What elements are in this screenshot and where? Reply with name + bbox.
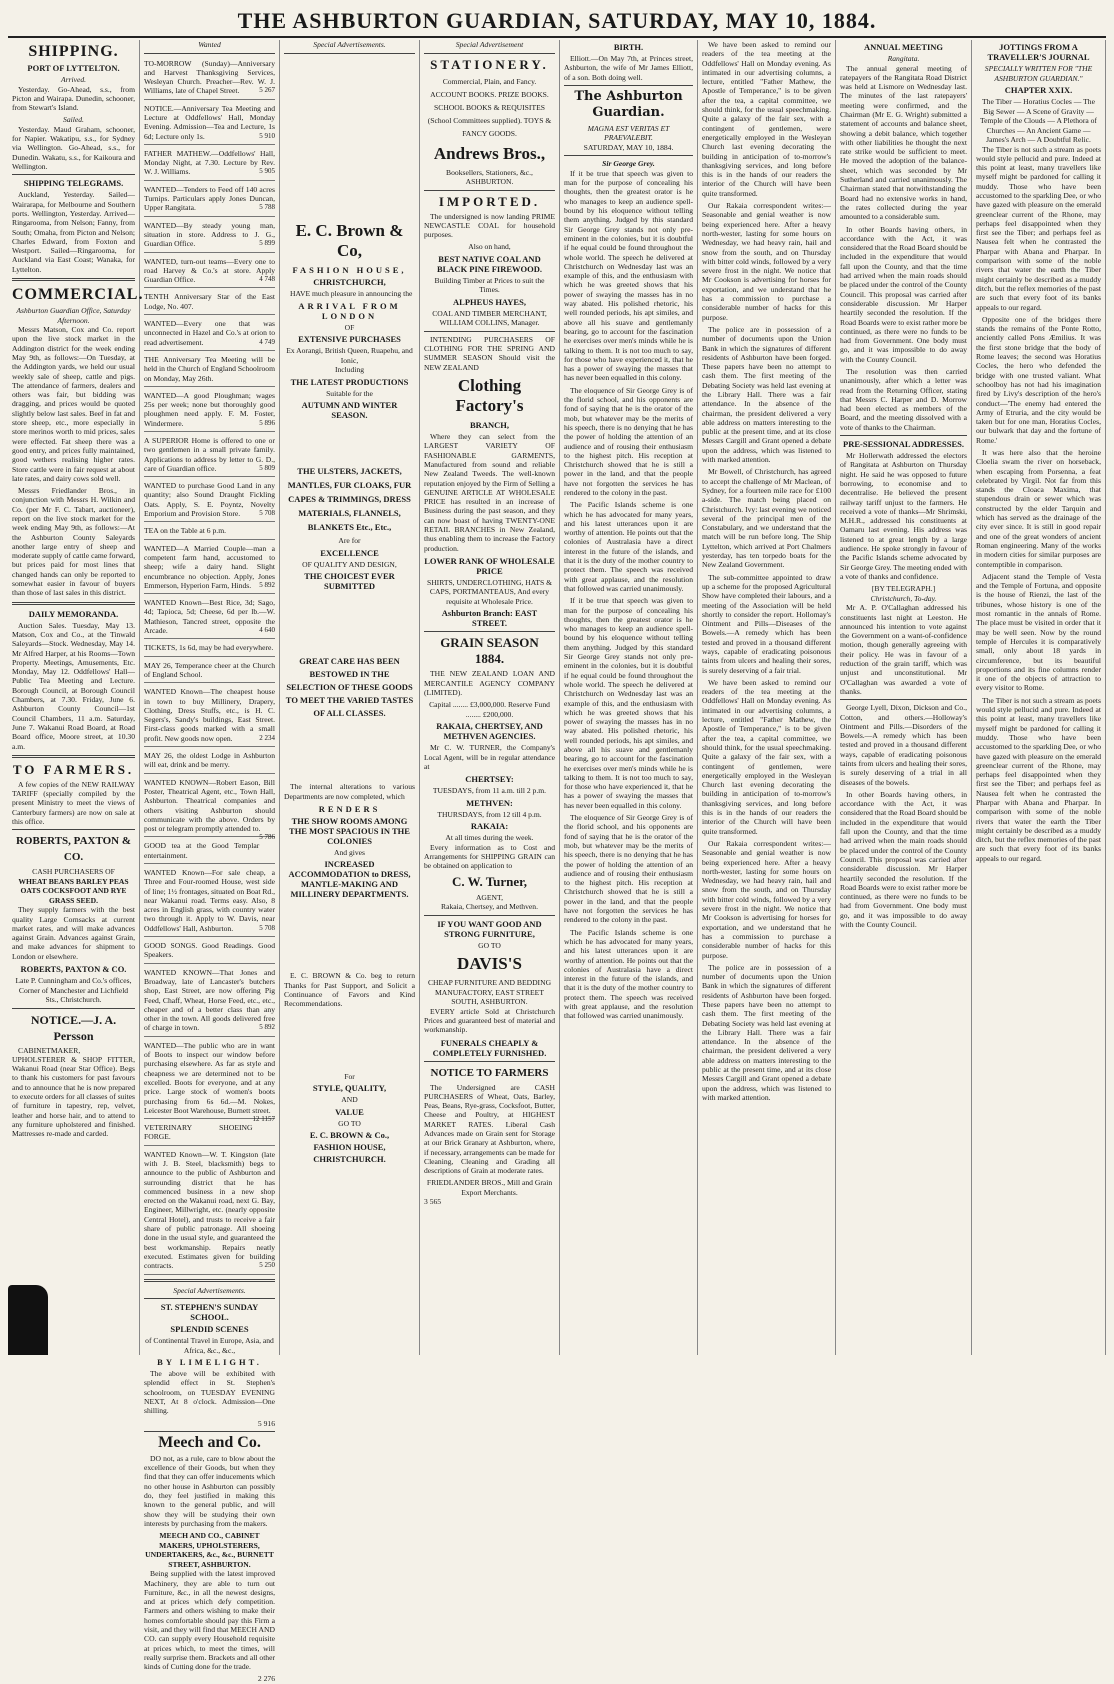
fashion-house: FASHION HOUSE, [292, 264, 407, 275]
wanted-ad [144, 434, 275, 477]
grain-every: Every information as to Cost and Arrangements for SHIPPING GRAIN can be obtained on application to [424, 842, 555, 871]
jottings-body-3: It was here also that the heroine Cloelia swam the river on horseback, when escaping from Porsenna, a feat celebrated by Virgil. Not far from this stands the Cloaca Maxima, that stupendous drain or sewer which was constructed by the elder Tarquin and which has served as the drainage of the city ever since. It is still in good repair and one of the great wonders of ancient Roman engineering. Many of the works in modern cities for similar purposes are contemptible in comparison. [976, 448, 1101, 569]
wanted-ad-text: WANTED—The public who are in want of Boots to inspect our window before purchasing elsewhere. As far as style and cheapness we are determined not to be excelled. Boots for everyone, and at any price. Large stock of women's boots purchasing from 6s 6d.—M. Nokes, Leicester Boot Warehouse, Burnett street. [144, 1040, 275, 1115]
wanted-ad-number: 12 1157 [252, 1115, 275, 1124]
wanted-ad-number: 4 748 [259, 275, 275, 284]
hayes-sub: COAL AND TIMBER MERCHANT, WILLIAM COLLINS, Manager. [432, 308, 547, 328]
guardian-title: The Ashburton Guardian. [574, 88, 683, 120]
wanted-ad [144, 641, 275, 656]
wanted-ad-text: WANTED Known—For sale cheap, a Three and Four-roomed House, west side of line; 1½ frontages, situated on Boat Rd., near Wakanui road. Terms easy. Also, 8 acres in English grass, with country water two through it. Apply to W. Davis, near Oddfellows' Hall, Ashburton. [144, 867, 275, 933]
wanted-ad-text: WANTED—Tenders to Feed off 140 acres Turnips. Particulars apply Jones Duncan, Upper Rangitata. [144, 184, 275, 213]
grain-methven: METHVEN: [466, 797, 513, 808]
presessional-body: Mr Hollerwath addressed the electors of Rangitata at Ashburton on Thursday night. He said he was opposed to future borrowing, to economise and to decentralise. He believed the present railway tariff unjust to the farmers. He received a vote of thanks—Mr Shrimski, M.H.R., addressed his constituents at Oamaru last evening. His address was listened to at great length by a large audience. He spoke strongly in favour of the Pacific Islands scheme advocated by Sir George Grey. The meeting ended with a vote of thanks and confidence. [840, 451, 967, 581]
annual-body: The annual general meeting of ratepayers of the Rangitata Road District was held at Lismore on Wednesday last. The minutes of the last ratepayers' meeting were confirmed, and the Chairman (Mr E. G. Wright) submitted a statement of accounts and balance sheet, showing a debit balance, which together with other liabilities he thought the next rate strike would be sufficient to meet. He moved the adoption of the balance-sheet, which was seconded by Mr Sutherland and carried unanimously. The Chairman stated that notwithstanding the Board had no extensive works in hand, the rates collected during the year amounted to a considerable sum. [840, 63, 967, 222]
wanted-ad-text: NOTICE.—Anniversary Tea Meeting and Lecture at Oddfellows' Hall, Monday Evening. Admission—Tea and Lecture, 1s 6d; Lecture only 1s. [144, 103, 275, 141]
news-body-8: The police are in possession of a number of documents upon the Union Bank in which the signatures of different residents of Ashburton have been forged. These papers have been no attempt to cash them. The first meeting of the Debating Society was held last evening at the Library Hall. There was a fair attendance. In the absence of the chairman, the president delivered a very able address on matters interesting to the public at the present time, and at its close Messrs Cargill and Grant opened a debate upon the address, which was listened to with marked attention. [702, 962, 831, 1102]
wanted-ad-text: WANTED—A good Ploughman; wages 25s per week; none but thoroughly good ploughmen need apply. F. M. Foster, Windermere. [144, 390, 275, 428]
brown-ex: Ex Aorangi, British Queen, Ruapehu, and Ionic, [286, 346, 413, 365]
grain-methven-time: THURSDAYS, from 12 till 4 p.m. [437, 809, 542, 819]
column-editorial [560, 40, 698, 1355]
wanted-ad-text: TICKETS, 1s 6d, may be had everywhere. [144, 643, 274, 653]
wanted-ad [144, 685, 275, 747]
editorial-heading: Sir George Grey. [602, 159, 655, 169]
grain-capital: Capital ........ £3,000,000. Reserve Fund ........ £200,000. [429, 700, 550, 719]
stationery-lines: Commercial, Plain, and Fancy. ACCOUNT BOOKS. PRIZE BOOKS. SCHOOL BOOKS & REQUISITES (School Committees supplied). TOYS & FANCY GOODS. [427, 76, 552, 138]
clothing-address: Ashburton Branch: EAST STREET. [441, 608, 538, 629]
clothing-intending: INTENDING PURCHASERS OF CLOTHING FOR THE SPRING AND SUMMER SEASON Should visit the NEW ZEALAND [424, 334, 555, 372]
wanted-ad-text: WANTED Known—W. T. Kingston (late with J. B. Steel, blacksmith) begs to announce to the public of Ashburton and surrounding district that he has commenced business in a new shop erected on the Wakanui road, next G. Bay, Engineer, Millwright, etc. (nearly opposite Central Hotel), and trusts to receive a fair share of public patronage. All shoeing done in the usual style, and guaranteed the best workmanship. Repairs neatly executed. Estimates given for building contracts. [144, 1149, 275, 1271]
imported-also: Also on hand, [468, 242, 511, 252]
jottings-sub: SPECIALLY WRITTEN FOR "THE ASHBURTON GUARDIAN." [984, 64, 1093, 83]
commercial-text-2: Messrs Friedlander Bros., in conjunction with Messrs H. Wilkin and Co. (per Mr F. C. Tabart, auctioneer), report on the live stock market for the week ending May 9th, as follows:—At the Ashburton County Saleyards another large entry of sheep and moderate supply of cattle came forward, but prices paid for most lines that changed hands can only be reported to somewhat easier in favour of buyers than those of last sales in this district. [12, 486, 135, 598]
meech-text-2: Being supplied with the latest improved Machinery, they are able to turn out Furniture, &c., in all the newest designs, and at prices which defy competition. Farmers and others wishing to make their homes comfortable should pay this Firm a visit, and they will find that MEECH AND CO. can supply every Household requisite at prices which, to meet the times, will really surprise them. Brackets and all other kinds of Cutting done for the trade. [144, 1569, 275, 1672]
wanted-ad-text: WANTED, turn-out teams—Every one to road Harvey & Co.'s at store. Apply Guardian Office. [144, 256, 275, 285]
wanted-ad-text: TEA on the Table at 6 p.m. [144, 526, 226, 536]
editorial-body-4: If it be true that speech was given to man for the purpose of concealing his thoughts, then the greatest orator is he who manages to keep an audience spell-bound by his eloquence without telling them anything. Judged by this standard Sir George Grey stands not only pre-eminent in the colonies, but it is doubtful if he equal could be found throughout the whole world. The speech he delivered at Christchurch on Wednesday last was an example of this, and the enthusiasm with which he was greeted shows that his power of swaying the masses has in no way abated. His polished rhetoric, his well rounded periods, his apt similes, and above all his suave and gentlemanly bearing, go to account for the fascination he exercises over men's minds while he is talking to them. It is not too much to say, for those who have experienced it, that he has a power of swaying the masses that has never been equalled in this colony. [564, 596, 693, 810]
column-annual-meeting [836, 40, 972, 1355]
wanted-ad [144, 776, 275, 842]
editorial-body-5: The eloquence of Sir George Grey is of the florid school, and his opponents are fond of saying that he is the orator of the mob, but whatever may be the merits of his speech, there is no denying that he has the power of holding the attention of an audience and of rousing their enthusiasm to the highest pitch. His reception at Christchurch showed that he is still a power in the land, and that the people have not forgotten the services he has rendered to the colony in the past. [564, 813, 693, 925]
telegraph-body: Mr A. P. O'Callaghan addressed his constituents last night at Leeston. He announced his intention to vote against the Government on a want-of-confidence motion, though generally agreeing with their policy. He was in favour of a reduction of the grain tariff, which was unjust and unconstitutional. Mr O'Callaghan was awarded a vote of thanks. [840, 603, 967, 696]
wanted-ad-text: WANTED—By steady young man, situation in store. Address to J. G., Guardian Office. [144, 220, 275, 249]
stationery-heading: STATIONERY. [430, 56, 549, 72]
news-body-7: Our Rakaia correspondent writes:—Seasonable and genial weather is now being experienced here. After a heavy north-wester, lasting for some hours on Wednesday, we had heavy rain, hail and snow from the south, and on Thursday with bitter cold winds, followed by a very severe frost in the night. We notice that Mr Cookson is advertising for horses for exportation, and we understand that he has a commission to purchase a considerable number of hacks for this purpose. [702, 838, 831, 960]
wanted-ad [144, 596, 275, 639]
roberts-text: They supply farmers with the best quality Large Cornsacks at current market rates, and will make advances against Grain. Advances against Grain, and make advances for shipment to London or elsewhere. [12, 905, 135, 961]
grain-turner-name: C. W. Turner, [451, 873, 528, 889]
wanted-ad [144, 1121, 275, 1146]
clothing-shirts: SHIRTS, UNDERCLOTHING, HATS & CAPS, PORTMANTEAUS, And every requisite at Wholesale Price. [426, 577, 553, 606]
wanted-ad-text: THE Anniversary Tea Meeting will be held in the Church of England Schoolroom on Monday, May 26th. [144, 354, 275, 383]
brown-value: VALUE [335, 1106, 364, 1117]
special-ads-heading: Special Advertisements. [173, 1285, 246, 1295]
meech-heading: Meech and Co. [158, 1433, 261, 1451]
port-heading: PORT OF LYTTELTON. [27, 63, 120, 73]
wanted-ad-text: MAY 26, Temperance cheer at the Church of England School. [144, 660, 275, 679]
birth-heading: BIRTH. [613, 42, 644, 52]
brown-name-2: E. C. BROWN & Co., [309, 1130, 390, 1141]
special-ads-heading-3: Special Advertisements. [313, 40, 386, 49]
persson-heading: NOTICE.—J. A. Persson [30, 1012, 117, 1043]
roberts-sign: ROBERTS, PAXTON & CO. [20, 964, 127, 975]
wanted-ad-text: WANTED to purchase Good Land in any quantity; also Sound Draught Fickling Oats. Apply, S. E. Poyntz, Novelty Emporium and Provision Store. [144, 481, 275, 519]
wanted-ad [144, 317, 275, 351]
wanted-ad-number: 5 809 [259, 463, 275, 472]
brown-thanks: E. C. BROWN & Co. beg to return Thanks for Past Support, and Solicit a Continuance of Favors and Kind Recommendations. [284, 971, 415, 1009]
stephens-scenes: SPLENDID SCENES [170, 1324, 249, 1335]
wanted-ad-number: 5 910 [259, 131, 275, 140]
news-body-2: Our Rakaia correspondent writes:—Seasonable and genial weather is now being experienced here. After a heavy north-wester, lasting for some hours on Wednesday, we had heavy rain, hail and snow from the south, and on Thursday with bitter cold winds, followed by a very severe frost in the night. We notice that Mr Cookson is advertising for horses for exportation, and we understand that he has a commission to purchase a considerable number of hacks for this purpose. [702, 201, 831, 322]
brown-suitable: Suitable for the [326, 388, 373, 398]
hayes-name: ALPHEUS HAYES, [453, 296, 526, 307]
wanted-ad-number: 5 708 [259, 923, 275, 932]
jottings-body-5: The Tiber is not such a stream as poets would style pellucid and pure. Indeed at this point at least, many travellers like myself might be pardoned for calling it muddy. Those who have been accustomed to the sparkling Dee, or who have gazed with pleasure on the emerald greenclear current of the Rhone, may perhaps feel disappointed when they first see the Tiber; and perhaps feel as Nausea felt when he contrasted the Pharpar with Abana and Pharpar. In comparison with some of the noble rivers that water the earth the Tiber might certainly be described as a muddy ditch, but the reflex memories of the past are such that every foot of its banks appeals to our regard. [976, 695, 1101, 863]
farmers-heading: TO FARMERS. [12, 761, 135, 777]
wanted-ad [144, 966, 275, 1037]
wanted-ad [144, 479, 275, 522]
brown-city-2: CHRISTCHURCH. [313, 1154, 386, 1165]
wanted-ad-text: GOOD tea at the Good Templar entertainment. [144, 841, 260, 860]
brown-gives: And gives [333, 847, 365, 857]
brown-excellence: EXCELLENCE [320, 547, 379, 558]
brown-items: THE ULSTERS, JACKETS, MANTLES, FUR CLOAKS, FUR CAPES & TRIMMINGS, DRESS MATERIALS, FLANNELS, BLANKETS Etc., Etc., [287, 466, 412, 533]
brown-have: HAVE much pleasure in announcing the [290, 288, 413, 298]
special-ads-heading-4: Special Advertisement [455, 40, 524, 49]
column-brown [280, 40, 420, 1355]
grain-rakaia-time: At all times during the week. [445, 833, 534, 843]
column-wanted [140, 40, 280, 1684]
brown-arrival: ARRIVAL FROM LONDON [298, 300, 401, 321]
wanted-ad [144, 353, 275, 387]
brown-renders: RENDERS [318, 803, 381, 814]
clothing-lower: LOWER RANK OF WHOLESALE PRICE [424, 555, 555, 576]
imported-heading: IMPORTED. [438, 193, 541, 209]
wanted-ad-text: WANTED KNOWN—Robert Eason, Bill Poster, Theatrical Agent, etc., Town Hall, Ashburton. Theatrical companies and others visiting Ashburton should communicate with the above. Orders by post or telegram promptly attended to. [144, 777, 275, 834]
brown-quality: OF QUALITY AND DESIGN, [302, 559, 397, 569]
wanted-ad [144, 57, 275, 100]
jottings-body-2: Opposite one of the bridges there stands the remains of the Ponte Rotto, anciently called Pons Æmilius. It was the first stone bridge that the body of Rome leaves; the second was Horatius Cocles, the hero who defended the bridge with one trusted valiant. What schoolboy has not had his imagination fired by Livy's description of the hero's conduct—'The enemy had entered the Army of Etruria, and the city would be taken but for one man, Horatius Cocles, our bulwark that day and the fortune of Rome.' [976, 314, 1101, 445]
notice-farmers-sign: FRIEDLANDER BROS., Mill and Grain Export Merchants. [426, 1178, 553, 1197]
clothing-branch: BRANCH, [470, 420, 509, 431]
davis-goto: GO TO [478, 940, 501, 950]
arrived-text: Yesterday. Go-Ahead, s.s., from Picton and Wairapa. Dunedin, schooner, from Stewart's Island. [12, 84, 135, 113]
brown-goto: GO TO [338, 1118, 361, 1128]
wanted-ad-number: 4 749 [259, 337, 275, 346]
brown-latest: THE LATEST PRODUCTIONS [290, 376, 409, 387]
andrews-heading: Andrews Bros., [433, 143, 546, 163]
news-body-5: The sub-committee appointed to draw up a scheme for the proposed Agricultural Show have completed their labours, and a meeting of the Association will be held shortly to consider the report. Hollomay's Ointment and Pills—Diseases of the Bowels.—A remedy which has been tested and proved in a thousand different ways, capable of eradicating poisonous taints from ulcers and healing their sores, is surely deserving of a fair trial. [702, 572, 831, 675]
telegraph-place: Christchurch, To-day. [870, 593, 937, 603]
clothing-heading: Clothing Factory's [455, 376, 524, 416]
brown-season: AUTUMN AND WINTER SEASON. [301, 400, 398, 421]
arrived-heading: Arrived. [60, 75, 87, 84]
telegraph-heading: [BY TELEGRAPH.] [871, 584, 936, 594]
davis-name: DAVIS'S [457, 954, 522, 974]
jottings-body-4: Adjacent stand the Temple of Vesta and the Temple of Fortuna, and opposite is the house of Rienzi, the last of the tribunes, whose history is one of the most romantic in the annals of Rome. The place must be visited in order that it may be well seen. Now by the round temple of Hercules it is comparatively small, only about 18 yards in circumference, but its beautiful proportions and its fine columns render it one of the objects of attraction to every visitor to Rome. [976, 571, 1101, 693]
wanted-ad [144, 147, 275, 181]
davis-every: EVERY article Sold at Christchurch Prices and guaranteed best of material and workmanship. [424, 1006, 555, 1035]
sailed-heading: Sailed. [63, 115, 84, 125]
meech-name: MEECH AND CO., CABINET MAKERS, UPHOLSTERERS, UNDERTAKERS, &c., &c., BURNETT STREET, ASHBURTON. [145, 1531, 274, 1569]
davis-if: IF YOU WANT GOOD AND STRONG FURNITURE, [437, 918, 542, 939]
brown-style: STYLE, QUALITY, [312, 1083, 387, 1094]
masthead: THE ASHBURTON GUARDIAN, SATURDAY, MAY 10, 1884. [8, 6, 1106, 38]
brown-name: E. C. Brown & Co, [295, 220, 404, 260]
guardian-date: SATURDAY, MAY 10, 1884. [583, 142, 674, 152]
wanted-ad [144, 749, 275, 774]
wanted-ad-number: 5 896 [259, 418, 275, 427]
meech-number: 2 276 [257, 1674, 275, 1684]
wanted-ad-text: WANTED Known—The cheapest house in town to buy Millinery, Drapery, Clothing, Dress Stuffs, etc., is H. C. Segers's, Sandy's buildings, East Street. First-class goods marked with a small profit. New goods now open. [144, 687, 275, 743]
wanted-ad [144, 389, 275, 432]
brown-choicest: THE CHOICEST EVER SUBMITTED [304, 571, 395, 592]
davis-text: CHEAP FURNITURE AND BEDDING MANUFACTORY, EAST STREET SOUTH, ASHBURTON. [427, 978, 552, 1007]
column-shipping [8, 40, 144, 1355]
grain-agent-address: Rakaia, Chertsey, and Methven. [441, 902, 538, 912]
roberts-cash: CASH PURCHASERS OF [32, 867, 115, 877]
wanted-ad [144, 524, 275, 539]
brown-of: OF [344, 322, 355, 332]
brown-city: CHRISTCHURCH, [313, 276, 386, 287]
annual-body-3: The resolution was then carried unanimously, after which a letter was read from the Returning Officer, stating that Messrs C. Harper and D. Morrow had been elected as members of the Board, and the meeting dissolved with a vote of thanks to the Chairman. [840, 367, 967, 432]
wanted-ad [144, 659, 275, 684]
stephens-text: of Continental Travel in Europe, Asia, and Africa, &c., &c., [145, 1336, 274, 1355]
wanted-ad [144, 1039, 275, 1124]
meech-text: DO not, as a rule, care to blow about the excellence of their Goods, but when they find that they can offer inducements which no other house in Ashburton can possibly do, they feel justified in making this known to the general public, and will show they will be studying their own interests by purchasing from the makers. [144, 1453, 275, 1528]
grain-text: THE NEW ZEALAND LOAN AND MERCANTILE AGENCY COMPANY (LIMITED). [424, 669, 555, 698]
notice-farmers-text: The Undersigned are CASH PURCHASERS of Wheat, Oats, Barley, Peas, Beans, Rye-grass, Cocksfoot, Butter, Cheese and Poultry, at HIGHEST MARKET RATES. Liberal Cash Advances made on Grain sent for Storage at our Brick Granary at Ashburton, where, if necessary, arrangements can be made for Cleaning, Cleaning and Grading all descriptions of Grain at moderate rates. [424, 1082, 555, 1176]
annual-body-2: In other Boards having others, in accordance with the Act, it was considered that the Road Board should be included in the expenditure that would fall upon the County, and that the time had arrived when the main roads should be placed under the control of the County Council. This proposal was carried after considerable discussion. Mr Harper heartily seconded the resolution. If the Road Boards were to exist rather more be continued, as there were no funds to be had from Government. One body must go, and it was impossible to do away with the County Council. [840, 224, 967, 364]
wanted-ad [144, 183, 275, 217]
brown-for: For [344, 1071, 355, 1081]
stephens-number: 5 916 [257, 1418, 275, 1428]
wanted-ad-text: WANTED Known—Best Rice, 3d; Sago, 4d; Tapioca, 5d; Cheese, 6d per lb.—W. Mathieson, Tancred street, opposite the Arcade. [144, 598, 275, 636]
wanted-ads [144, 57, 275, 1275]
guardian-motto: MAGNA EST VERITAS ET PRAEVALEBIT. [587, 123, 670, 143]
column-news [698, 40, 836, 1355]
brown-show: THE SHOW ROOMS AMONG THE MOST SPACIOUS IN THE COLONIES [289, 815, 410, 846]
grain-turner: Mr C. W. TURNER, the Company's Local Agent, will be in regular attendance at [424, 743, 555, 771]
editorial-body-6: The Pacific Islands scheme is one which he has advocated for many years, and his latest utterances upon it are worthy of attention. He points out that the colonies of Australasia have a direct interest in the future of the islands, and that it is the duty of the mother country to protect them. The speech was received with great applause, and the resolution that followed was carried unanimously. [564, 927, 693, 1021]
davis-funerals: FUNERALS CHEAPLY & COMPLETELY FURNISHED. [432, 1037, 547, 1058]
wanted-ad-text: A SUPERIOR Home is offered to one or two gentlemen in a small private family. Applications to address by letter to G. D., care of Guardian office. [144, 436, 275, 473]
column-jottings [972, 40, 1106, 1355]
wanted-ad-text: TENTH Anniversary Star of the East Lodge, No. 407. [144, 292, 275, 311]
wanted-ad-number: 5 905 [259, 167, 275, 176]
telegrams-heading: SHIPPING TELEGRAMS. [23, 178, 124, 189]
commercial-text: Messrs Matson, Cox and Co. report upon the live stock market in the Addington district for the week ending May 9th, as follows:—On Tuesday, at the Addington yards, we held our usual weekly sale of sheep, cattle and pigs. The attendance of farmers, dealers and others was fair, but bidding was dragging, and prices would be quoted slightly below last sales. Beef in fat and store sheep, etc., more especially in store merinos worth to mid prices, sales were effected. Fat sheep there was a good entry, and prices fully maintained, good wethers realising higher rates. Store cattle were in fair request at about late rates, and dairy cows sold well. [12, 325, 135, 483]
telegrams-text: Auckland, Yesterday. Sailed—Wairarapa, for Melbourne and Southern ports. Wellington, Yesterday. Arrived—Ringarooma, from Nelson; Fanny, from South; Omaha, from Picton and Nelson; Charles Edward, from Foxton and Westport. Sailed—Ringarooma, for Auckland via East Coast; Wanaka, for Lyttelton. [12, 190, 135, 274]
wanted-ad [144, 939, 275, 964]
wanted-ad [144, 290, 275, 315]
grain-chertsey-time: TUESDAYS, from 11 a.m. till 2 p.m. [432, 786, 547, 796]
brown-are: Are for [338, 536, 361, 546]
editorial-body-3: The Pacific Islands scheme is one which he has advocated for many years, and his latest utterances upon it are worthy of attention. He points out that the colonies of Australasia have a direct interest in the future of the islands, and that it is the duty of the mother country to protect them. The speech was received with great applause, and the resolution that followed was carried unanimously. [564, 500, 693, 593]
andrews-sub: Booksellers, Stationers, &c., ASHBURTON. [446, 167, 533, 186]
wanted-ad-number: 5 250 [259, 1261, 275, 1270]
grain-chertsey: CHERTSEY: [465, 774, 514, 785]
wanted-ad-number: 5 708 [259, 509, 275, 518]
ink-blot [8, 1285, 48, 1355]
wanted-ad [144, 102, 275, 145]
brown-extensive: EXTENSIVE PURCHASES [298, 334, 401, 345]
wanted-heading: Wanted [198, 40, 221, 49]
commercial-sub: Ashburton Guardian Office, Saturday Afternoon. [16, 306, 131, 325]
farmers-text: A few copies of the NEW RAILWAY TARIFF (specially compiled by the present Ministry to meet the views of Canterbury farmers) are now on sale at this office. [12, 779, 135, 826]
notice-farmers-heading: NOTICE TO FARMERS [430, 1066, 549, 1079]
editorial-body-2: The eloquence of Sir George Grey is of the florid school, and his opponents are fond of saying that he is the orator of the mob, but whatever may be the merits of his speech, there is no denying that he has the power of holding the attention of an audience and of rousing their enthusiasm to the highest pitch. His reception at Christchurch showed that he is still a power in the land, and that the people have not forgotten the services he has rendered to the colony in the past. [564, 385, 693, 497]
wanted-ad-number: 5 892 [259, 580, 275, 589]
shipping-title: SHIPPING. [28, 43, 119, 60]
grain-agent: AGENT, [475, 892, 504, 902]
jottings-body: The Tiber is not such a stream as poets would style pellucid and pure. Indeed at this point at least, many travellers like myself might be pardoned for calling it muddy. Those who have been accustomed to the sparkling Dee, or who have gazed with pleasure on the emerald greenclear current of the Rhone, may perhaps feel disappointed when they first see the Tiber; and perhaps feel as Nausea felt when he contrasted the Pharpar with Abana and Pharpar. In comparison with some of the noble rivers that water the earth the Tiber might certainly be described as a muddy ditch, but the reflex memories of the past are such that every foot of its banks appeals to our regard. [976, 144, 1101, 312]
news-body-4: Mr Bowell, of Christchurch, has agreed to accept the challenge of Mr Maclean, of Sydney, for a fourteen mile race for £100 a-side. The match being placed on Christchurch. Ivy: last evening we noticed several of the principal men of the Constabulary, and we understand that the match will be run before long. The Ship Lyttelton, which arrived at Port Chalmers yesterday, has ten torpedo boats for the New Zealand Government. [702, 467, 831, 570]
wanted-ad-number: 5 892 [259, 1023, 275, 1032]
sailed-text: Yesterday. Maud Graham, schooner, for Napier. Wakatipu, s.s., for Sydney via Wellington. Go-Ahead, s.s., for Dunedin. Wakatu, s.s., for Kaikoura and Wellington. [12, 124, 135, 172]
imported-text: The undersigned is now landing PRIME NEWCASTLE COAL for household purposes. [424, 211, 555, 240]
jottings-heading: JOTTINGS FROM A TRAVELLER'S JOURNAL [987, 42, 1090, 62]
wanted-ad [144, 542, 275, 594]
wanted-ad-text: WANTED KNOWN—That Jones and Broadway, late of Lancaster's butchers shop, East Street, are now offering Pig Feed, Chaff, Wheat, Horse Feed, etc., etc., cheaper and of a better class than any other in the town. All goods delivered free of charge in town. [144, 967, 275, 1033]
wanted-ad-text: FATHER MATHEW.—Oddfellows' Hall, Monday Night, at 7.30. Lecture by Rev. W. J. Williams. [144, 148, 275, 177]
daily-memoranda-text: Auction Sales. Tuesday, May 13. Matson, Cox and Co., at the Tinwald Saleyards—Stock. Wednesday, May 14. Mr Alfred Harper, at his Rooms—Town Property. Meetings, Amusements, Etc. Monday, May 12. Oddfellows' Hall—Public Tea Meeting and Lecture. Borough Council, at Borough Council Chambers, at 7.30. Friday, June 6. Ashburton County Council—1st Council Chambers, 11 a.m. Saturday, June 7. Wakanui Road Board, at Road Board office, Moore street, at 10.30 a.m. [12, 620, 135, 751]
clothing-text: Where they can select from the LARGEST VARIETY OF FASHIONABLE GARMENTS, Manufactured from sound and reliable New Zealand Tweeds. The well-known reputation enjoyed by the Firm of Selling a GENUINE ARTICLE AT WHOLESALE PRICE has resulted in an increase of Business during the past season, and they can now boast of having TWENTY-ONE RETAIL BRANCHES in New Zealand, thus enabling them to increase the Factory production. [424, 432, 555, 553]
column-advertisements [420, 40, 560, 1355]
grain-rakaia: RAKAIA, CHERTSEY, AND METHVEN AGENCIES. [436, 721, 543, 742]
wanted-ad [144, 839, 275, 864]
wanted-ad-number: 5 899 [259, 239, 275, 248]
imported-coal: BEST NATIVE COAL AND BLACK PINE FIREWOOD. [436, 253, 543, 274]
daily-memoranda-heading: DAILY MEMORANDA. [28, 608, 119, 619]
wanted-ad-number: 5 788 [259, 203, 275, 212]
wanted-ad-number: 5 786 [259, 833, 275, 842]
brown-and: AND [341, 1095, 358, 1105]
annual-body-4: In other Boards having others, in accordance with the Act, it was considered that the Road Board should be included in the expenditure that would fall upon the County, and that the time had arrived when the main roads should be placed under the control of the County Council. This proposal was carried after considerable discussion. Mr Harper heartily seconded the resolution. If the Road Boards were to exist rather more be continued, as there were no funds to be had from Government. One body must go, and it was impossible to do away with the County Council. [840, 789, 967, 930]
brown-fashion-2: FASHION HOUSE, [313, 1142, 386, 1153]
wanted-ad-text: WANTED—Every one that was unconnected in Hazel and Co.'s at orion to read advertisement. [144, 319, 275, 347]
wanted-ad-text: WANTED—A Married Couple—man a competent farm hand, accustomed to sheep; wife a dairy hand. Slight encumbrance no objection. Apply, Jones Emmerson, Hyperion Farm, Hinds. [144, 543, 275, 590]
brown-increased: INCREASED ACCOMMODATION to DRESS, MANTLE-MAKING AND MILLINERY DEPARTMENTS. [288, 859, 411, 900]
news-body-3: The police are in possession of a number of documents upon the Union Bank in which the signatures of different residents of Ashburton have been forged. These papers have been no attempt to cash them. The first meeting of the Debating Society was held last evening at the Library Hall. There was a fair attendance. In the absence of the chairman, the president delivered a very able address on matters interesting to the public at the present time, and at its close Messrs Cargill and Grant opened a debate upon the address, which was listened to with marked attention. [702, 324, 831, 465]
grain-rakaia-2: RAKAIA: [470, 821, 509, 832]
notice-farmers-number: 3 565 [424, 1197, 442, 1207]
wanted-ad [144, 1148, 275, 1275]
editorial-body: If it be true that speech was given to man for the purpose of concealing his thoughts, then the greatest orator is he who manages to keep an audience spell-bound by his eloquence without telling them anything. Judged by this standard Sir George Grey stands not only pre-eminent in the colonies, but it is doubtful if he equal could be found throughout the whole world. The speech he delivered at Christchurch on Wednesday last was an example of this, and the enthusiasm with which he was greeted shows that his power of swaying the masses has in no way abated. His polished rhetoric, his well rounded periods, his apt similes, and above all his suave and gentlemanly bearing, go to account for the fascination he exercises over men's minds while he is talking to them. It is not too much to say, for those who have experienced it, that he has a power of swaying the masses that has never been equalled in this colony. [564, 168, 693, 383]
wanted-ad-number: 4 640 [259, 626, 275, 635]
wanted-ad-text: TO-MORROW (Sunday)—Anniversary and Harvest Thanksgiving Services, Wesleyan Church. Preacher—Rev. W. J. Williams, late of Chapel Street. [144, 58, 275, 96]
wanted-ad-text: VETERINARY SHOEING FORGE. [144, 1123, 253, 1142]
wanted-ad [144, 255, 275, 289]
wanted-ad [144, 219, 275, 253]
roberts-goods: WHEAT BEANS BARLEY PEAS OATS COCKSFOOT AND RYE GRASS SEED. [18, 876, 129, 905]
news-body: We have been asked to remind our readers of the tea meeting at the Oddfellows' Hall on Monday evening. As intimated in our advertising columns, a lecture, entitled "Father Mathew, the Apostle of Temperance," is to be given after the tea, a capital committee, we should think, for the usual speechmaking. Quite a galaxy of the fair sex, with a contingent of gentlemen, were energetically employed in the Wesleyan Church last evening decorating the building in anticipation of to-morrow's thanksgiving services, and long before this is in the hands of our readers the interior of the Church will have been quite transformed. [702, 40, 831, 198]
annual-sub: Rangitata. [887, 54, 920, 63]
stephens-text-2: The above will be exhibited with splendid effect in St. Stephen's schoolroom, on TUESDAY EVENING NEXT, At 8 o'clock. Admission—One shilling. [144, 1369, 275, 1416]
stephens-heading: ST. STEPHEN'S SUNDAY SCHOOL. [160, 1302, 259, 1323]
annual-ads: George Lyell, Dixon, Dickson and Co., Cotton, and others.—Holloway's Ointment and Pills.—Disorders of the Bowels.—A remedy which has been tested and proved in a thousand different ways, capable of eradicating poisonous taints from ulcers and healing their sores, is surely deserving of a trial in all diseases of the bowels. [840, 703, 967, 787]
annual-heading: ANNUAL MEETING [863, 42, 944, 52]
imported-building: Building Timber at Prices to suit the Times. [434, 275, 545, 295]
brown-interior: The internal alterations to various Departments are now completed, which [284, 782, 415, 801]
wanted-ad-number: 2 234 [259, 733, 275, 742]
roberts-address: Late P. Cunningham and Co.'s offices, Corner of Manchester and Lichfield Sts., Christchurch. [15, 976, 132, 1005]
stephens-limelight: BY LIMELIGHT. [157, 1357, 262, 1368]
presessional-heading: PRE-SESSIONAL ADDRESSES. [843, 439, 964, 450]
chapter-sub: The Tiber — Horatius Cocles — The Big Sewer — A Scene of Gravity — Temple of the Clouds — A Plethora of Churches — An Ancient Game — James's Arch — A Doubtful Relic. [980, 97, 1097, 144]
brown-including: Including [334, 365, 365, 375]
chapter-heading: CHAPTER XXIX. [1004, 85, 1073, 95]
news-body-6: We have been asked to remind our readers of the tea meeting at the Oddfellows' Hall on Monday evening. As intimated in our advertising columns, a lecture, entitled "Father Mathew, the Apostle of Temperance," is to be given after the tea, a capital committee, we should think, for the usual speechmaking. Quite a galaxy of the fair sex, with a contingent of gentlemen, were energetically employed in the Wesleyan Church last evening decorating the building in anticipation of to-morrow's thanksgiving services, and long before this is in the hands of our readers the interior of the Church will have been quite transformed. [702, 677, 831, 836]
wanted-ad-text: MAY 26, the oldest Lodge in Ashburton will eat, drink and be merry. [144, 751, 275, 770]
brown-great-care: GREAT CARE HAS BEEN BESTOWED IN THE SELECTION OF THESE GOODS TO MEET THE VARIED TASTES OF ALL CLASSES. [285, 656, 414, 719]
commercial-title: COMMERCIAL. [12, 286, 144, 304]
wanted-ad-text: GOOD SONGS. Good Readings. Good Speakers. [144, 941, 275, 960]
grain-heading: GRAIN SEASON 1884. [440, 635, 539, 667]
birth-text: Elliott.—On May 7th, at Princes street, Ashburton, the wife of Mr James Elliott, of a son. Both doing well. [564, 54, 693, 82]
persson-text: CABINETMAKER, UPHOLSTERER & SHOP FITTER, Wakanui Road (near Star Office). Begs to thank his customers for past favours and to announce that he is now prepared to execute orders for all classes of suites of furniture in tapestry, rep, velvet, leather and horse hair, and to attend to any furniture upholstered and finished. Mattresses re-made and carded. [12, 1045, 135, 1139]
wanted-ad-number: 5 267 [259, 86, 275, 95]
roberts-heading: ROBERTS, PAXTON & CO. [15, 835, 132, 864]
wanted-ad [144, 866, 275, 937]
